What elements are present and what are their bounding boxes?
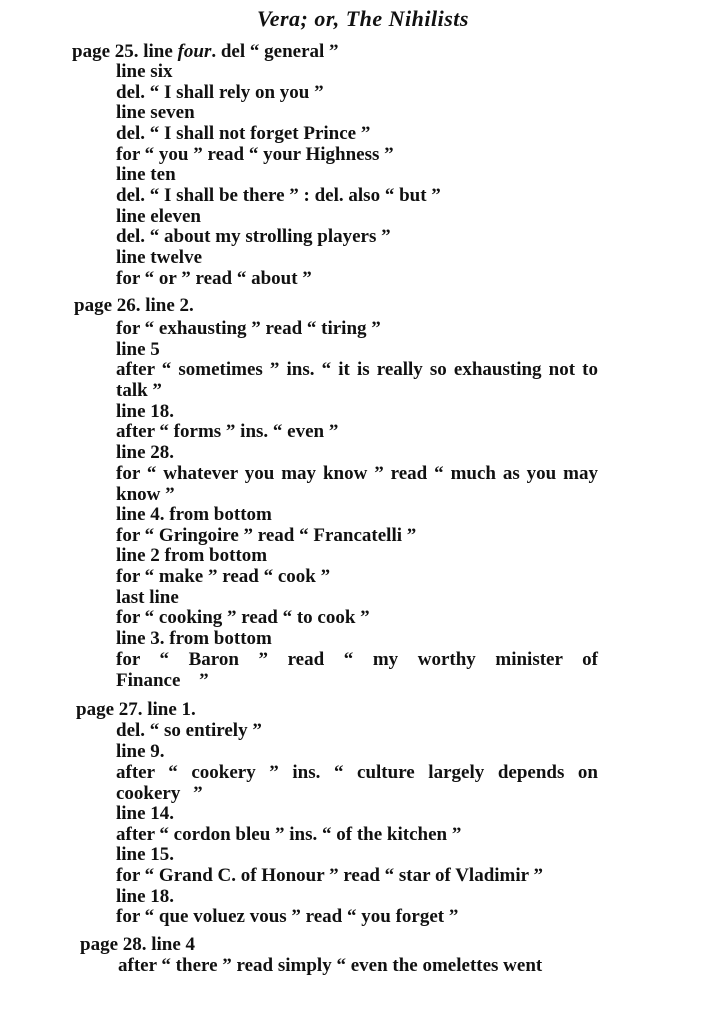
page-28-heading: page 28. line 4 — [80, 934, 196, 955]
correction-line: after “ there ” read simply “ even the omelettes went — [118, 955, 543, 976]
heading-prefix: page 25. line — [72, 41, 178, 62]
correction-line: line 3. from bottom — [116, 628, 272, 649]
correction-line: for “ que voluez vous ” read “ you forget ” — [116, 906, 459, 927]
correction-line: line 5 — [116, 339, 160, 360]
correction-line: line ten — [116, 164, 176, 185]
heading-suffix: . del “ general ” — [211, 41, 339, 62]
running-title: Vera; or, The Nihilists — [257, 6, 469, 31]
correction-line: for “ whatever you may know ” read “ much as you may know ” — [116, 463, 598, 505]
correction-line: for “ Baron ” read “ my worthy minister of Finance ” — [116, 649, 598, 691]
correction-line: del. “ so entirely ” — [116, 720, 262, 741]
correction-line: line 28. — [116, 442, 175, 463]
correction-line: after “ forms ” ins. “ even ” — [116, 421, 339, 442]
correction-line: del. “ I shall not forget Prince ” — [116, 123, 371, 144]
correction-line: after “ cookery ” ins. “ culture largely depends on cookery ” — [116, 762, 598, 804]
correction-line: line 15. — [116, 844, 175, 865]
correction-line: del. “ about my strolling players ” — [116, 226, 391, 247]
correction-line: for “ cooking ” read “ to cook ” — [116, 607, 370, 628]
correction-line: for “ Gringoire ” read “ Francatelli ” — [116, 525, 417, 546]
correction-line: line six — [116, 61, 173, 82]
correction-line: for “ Grand C. of Honour ” read “ star of Vladimir ” — [116, 865, 543, 886]
page-26-heading: page 26. line 2. — [74, 295, 194, 316]
correction-line: last line — [116, 587, 179, 608]
heading-emphasis: four — [177, 41, 212, 62]
correction-line: line 9. — [116, 741, 165, 762]
correction-line: for “ exhausting ” read “ tiring ” — [116, 318, 381, 339]
correction-line: for “ you ” read “ your Highness ” — [116, 144, 394, 165]
correction-line: line twelve — [116, 247, 203, 268]
correction-line: del. “ I shall rely on you ” — [116, 82, 324, 103]
correction-line: after “ cordon bleu ” ins. “ of the kitchen ” — [116, 824, 462, 845]
correction-line: line 18. — [116, 886, 175, 907]
page-27-heading: page 27. line 1. — [76, 699, 196, 720]
correction-line: line seven — [116, 102, 195, 123]
correction-line: line 14. — [116, 803, 175, 824]
correction-line: after “ sometimes ” ins. “ it is really so exhausting not to talk ” — [116, 359, 598, 401]
correction-line: line eleven — [116, 206, 201, 227]
correction-line: del. “ I shall be there ” : del. also “ but ” — [116, 185, 441, 206]
correction-line: line 2 from bottom — [116, 545, 268, 566]
correction-line: line 4. from bottom — [116, 504, 272, 525]
correction-line: line 18. — [116, 401, 175, 422]
correction-line: for “ or ” read “ about ” — [116, 268, 312, 289]
page-25-heading — [72, 41, 339, 62]
correction-line: for “ make ” read “ cook ” — [116, 566, 331, 587]
